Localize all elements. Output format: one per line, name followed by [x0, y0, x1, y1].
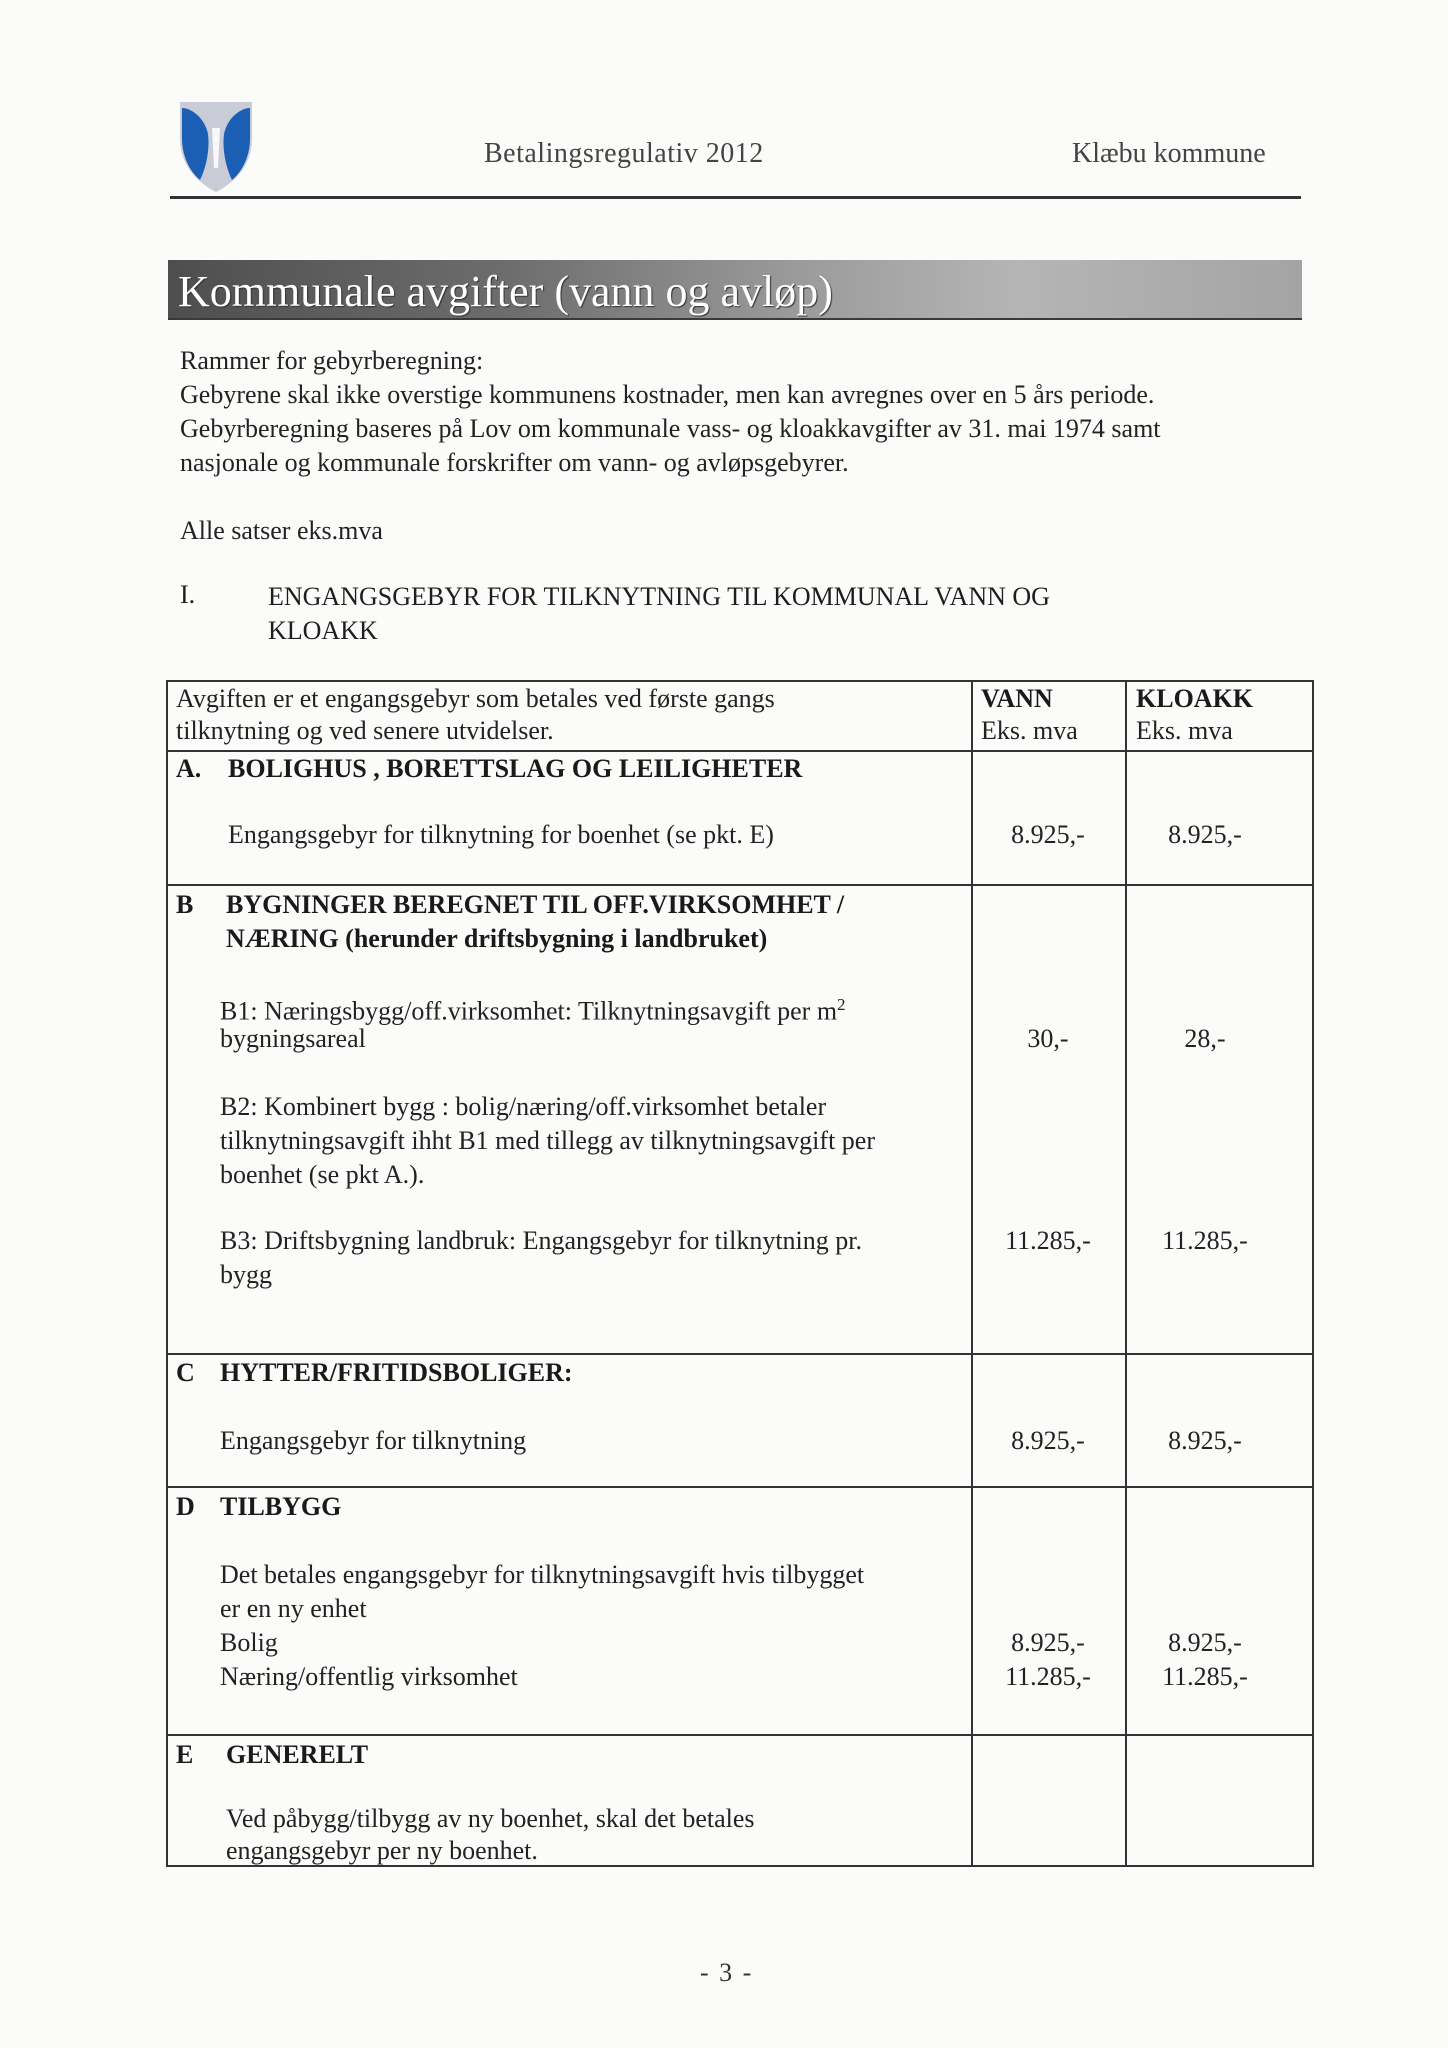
header-divider	[170, 196, 1301, 199]
intro-line: Gebyrberegning baseres på Lov om kommunale vass- og kloakkavgifter av 31. mai 1974 samt	[180, 414, 1161, 443]
fee-vann: 11.285,-	[1005, 1226, 1091, 1255]
row-title: HYTTER/FRITIDSBOLIGER:	[220, 1358, 573, 1387]
fee-vann: 8.925,-	[1011, 1628, 1085, 1657]
b3-text-line: B3: Driftsbygning landbruk: Engangsgebyr for tilknytning pr.	[220, 1226, 862, 1255]
row-divider	[168, 884, 1314, 886]
vat-note: Alle satser eks.mva	[180, 516, 383, 545]
b2-text-line: B2: Kombinert bygg : bolig/næring/off.virksomhet betaler	[220, 1092, 827, 1121]
column-subheader-kloakk: Eks. mva	[1136, 716, 1233, 745]
b1-text-line: bygningsareal	[220, 1024, 366, 1053]
column-divider	[1125, 682, 1127, 1867]
municipality-name: Klæbu kommune	[1072, 138, 1266, 169]
d-bolig-label: Bolig	[220, 1628, 278, 1657]
column-header-vann: VANN	[981, 684, 1053, 713]
row-divider	[168, 1734, 1314, 1736]
row-divider	[168, 1353, 1314, 1355]
section-banner	[168, 260, 1302, 320]
d-text-line: Det betales engangsgebyr for tilknytningsavgift hvis tilbygget	[220, 1560, 865, 1589]
b2-text-line: tilknytningsavgift ihht B1 med tillegg av tilknytningsavgift per	[220, 1126, 875, 1155]
row-title: TILBYGG	[220, 1492, 342, 1521]
section-title-line: KLOAKK	[268, 616, 378, 645]
intro-line: Gebyrene skal ikke overstige kommunens kostnader, men kan avregnes over en 5 års periode.	[180, 380, 1155, 409]
row-title: BYGNINGER BEREGNET TIL OFF.VIRKSOMHET /	[226, 890, 845, 919]
row-letter: C	[176, 1358, 195, 1387]
d-naering-label: Næring/offentlig virksomhet	[220, 1662, 518, 1691]
document-title: Betalingsregulativ 2012	[484, 138, 764, 169]
intro-heading: Rammer for gebyrberegning:	[180, 346, 484, 375]
row-letter: A.	[176, 754, 202, 783]
row-item: Engangsgebyr for tilknytning	[220, 1426, 527, 1455]
fee-table	[166, 680, 1314, 1867]
intro-line: nasjonale og kommunale forskrifter om vann- og avløpsgebyrer.	[180, 448, 849, 477]
b1-superscript: 2	[837, 995, 846, 1014]
b2-text-line: boenhet (se pkt A.).	[220, 1160, 425, 1189]
fee-vann: 8.925,-	[1011, 1426, 1085, 1455]
fee-vann: 8.925,-	[1011, 820, 1085, 849]
column-header-kloakk: KLOAKK	[1136, 684, 1254, 713]
municipal-coat-of-arms-icon	[176, 98, 256, 194]
section-number: I.	[180, 580, 196, 609]
row-title: NÆRING (herunder driftsbygning i landbruket)	[226, 924, 768, 953]
page-number: - 3 -	[700, 1958, 754, 1987]
e-text-line: engangsgebyr per ny boenhet.	[226, 1836, 538, 1865]
b3-text-line: bygg	[220, 1260, 272, 1289]
e-text-line: Ved påbygg/tilbygg av ny boenhet, skal det betales	[226, 1804, 755, 1833]
b1-text-line: B1: Næringsbygg/off.virksomhet: Tilknytningsavgift per m	[220, 996, 838, 1026]
column-subheader-vann: Eks. mva	[981, 716, 1078, 745]
fee-vann: 11.285,-	[1005, 1662, 1091, 1691]
fee-kloakk: 8.925,-	[1168, 820, 1242, 849]
fee-kloakk: 8.925,-	[1168, 1628, 1242, 1657]
row-title: BOLIGHUS , BORETTSLAG OG LEILIGHETER	[228, 754, 803, 783]
section-title-line: ENGANGSGEBYR FOR TILKNYTNING TIL KOMMUNAL VANN OG	[268, 582, 1050, 611]
fee-kloakk: 28,-	[1184, 1024, 1226, 1053]
fee-vann: 30,-	[1027, 1024, 1069, 1053]
fee-kloakk: 11.285,-	[1162, 1662, 1248, 1691]
row-title: GENERELT	[226, 1740, 369, 1769]
row-letter: D	[176, 1492, 195, 1521]
row-divider	[168, 1486, 1314, 1488]
table-header-description: tilknytning og ved senere utvidelser.	[176, 716, 554, 745]
fee-kloakk: 11.285,-	[1162, 1226, 1248, 1255]
row-item: Engangsgebyr for tilknytning for boenhet (se pkt. E)	[228, 820, 774, 849]
row-letter: E	[176, 1740, 194, 1769]
d-text-line: er en ny enhet	[220, 1594, 367, 1623]
row-letter: B	[176, 890, 194, 919]
fee-kloakk: 8.925,-	[1168, 1426, 1242, 1455]
banner-title: Kommunale avgifter (vann og avløp)	[178, 267, 833, 316]
table-header-description: Avgiften er et engangsgebyr som betales ved første gangs	[176, 684, 775, 713]
